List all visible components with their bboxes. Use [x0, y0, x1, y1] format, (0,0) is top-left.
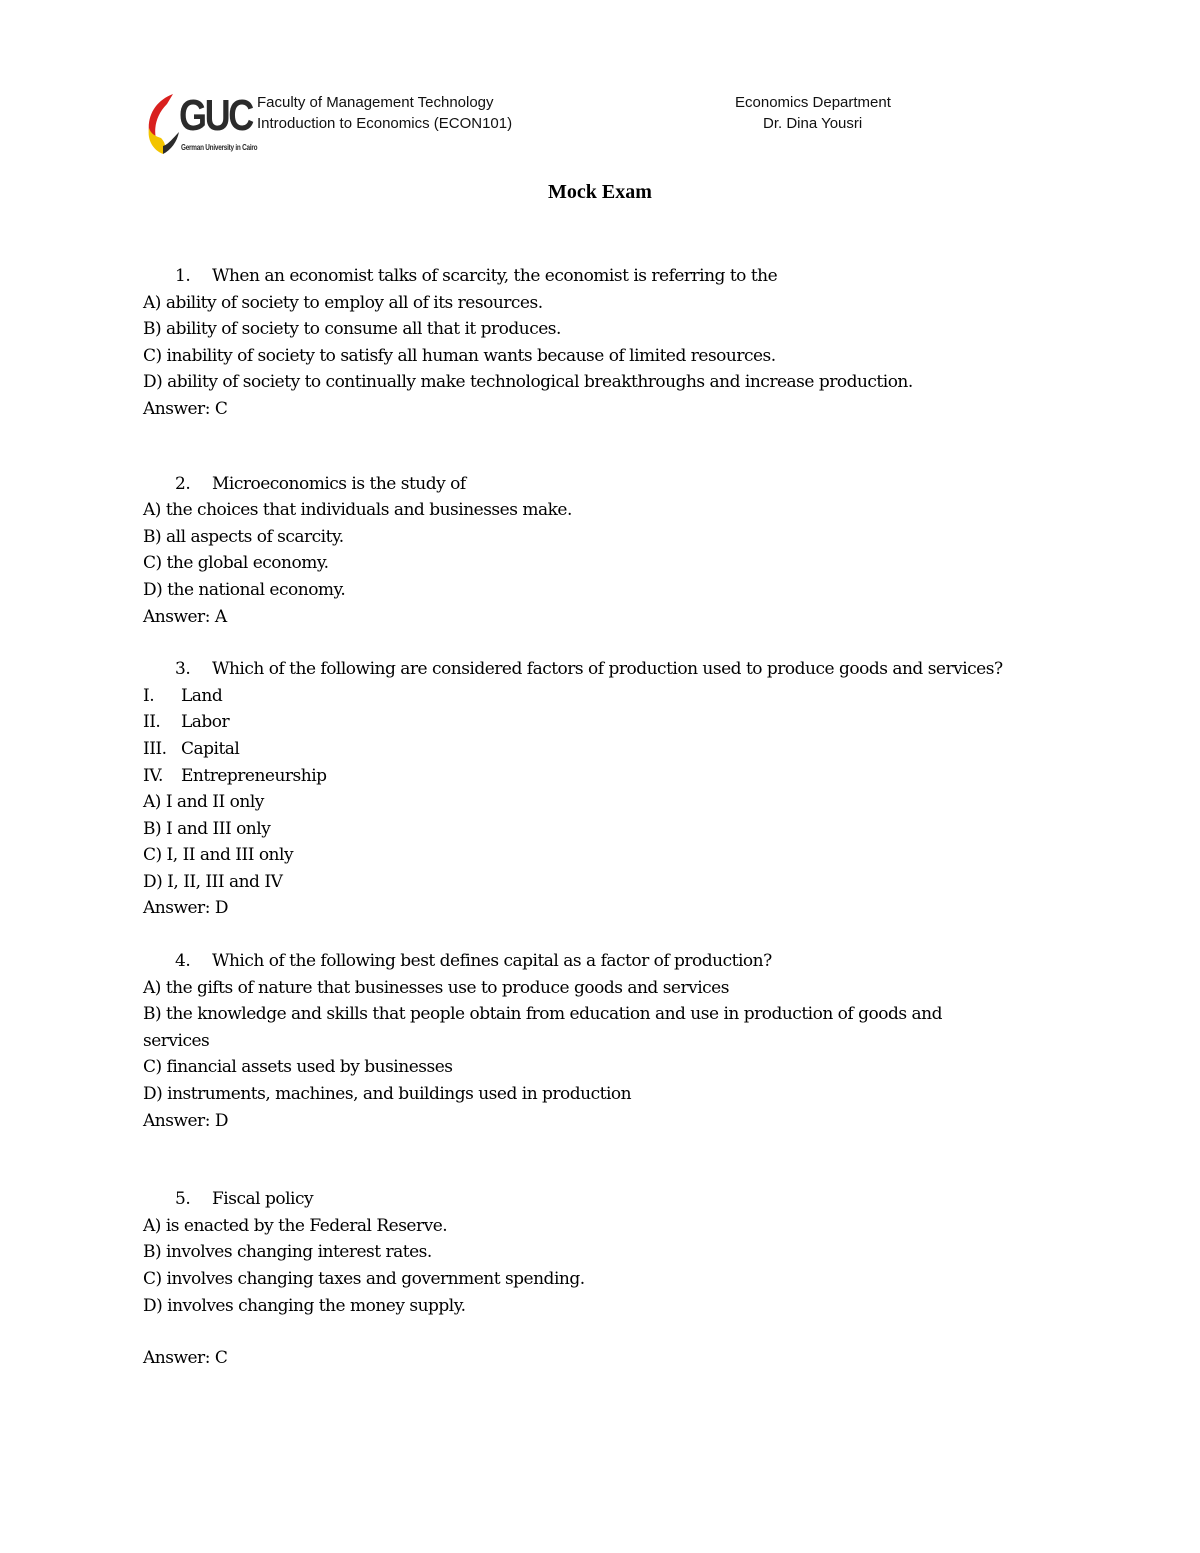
option-c: C) involves changing taxes and government spending.	[143, 1269, 585, 1289]
guc-logo	[143, 88, 258, 168]
question-number: 3.	[175, 659, 191, 680]
option-c: C) inability of society to satisfy all human wants because of limited resources.	[143, 345, 776, 366]
option-d: D) the national economy.	[143, 579, 346, 600]
option-b: B) the knowledge and skills that people obtain from education and use in production of goods and services	[143, 1004, 942, 1051]
question-number: 2.	[175, 473, 191, 494]
option-c: C) the global economy.	[143, 553, 329, 574]
question-number: 1.	[175, 266, 191, 286]
logo-wordmark: GUC	[179, 91, 252, 140]
question-stem	[143, 656, 1073, 683]
option-d: D) instruments, machines, and buildings used in production	[143, 1084, 632, 1105]
option-d: D) involves changing the money supply.	[143, 1295, 466, 1316]
option-a: A) is enacted by the Federal Reserve.	[143, 1215, 448, 1236]
question-1	[143, 263, 1073, 423]
question-5	[143, 1186, 1073, 1372]
option-a: A) ability of society to employ all of its resources.	[143, 292, 543, 313]
question-text: Which of the following best defines capital as a factor of production?	[212, 951, 772, 972]
option-a: A) the gifts of nature that businesses use to produce goods and services	[143, 977, 729, 998]
option-c: C) I, II and III only	[143, 845, 294, 866]
question-stem	[143, 1186, 1073, 1213]
roman-item-1: I. Land	[143, 685, 223, 706]
answer: Answer: D	[143, 1110, 228, 1131]
option-a: A) the choices that individuals and businesses make.	[143, 500, 572, 521]
header-right	[733, 92, 899, 134]
answer: Answer: D	[143, 898, 228, 919]
option-b: B) involves changing interest rates.	[143, 1242, 432, 1263]
guc-logo-emblem-icon	[143, 88, 183, 168]
question-number: 5.	[175, 1189, 191, 1210]
page-title: Mock Exam	[548, 181, 652, 203]
option-d: D) ability of society to continually make technological breakthroughs and increase production.	[143, 372, 913, 393]
answer: Answer: C	[143, 398, 228, 419]
question-text: When an economist talks of scarcity, the economist is referring to the	[212, 266, 778, 286]
header-left	[257, 92, 512, 134]
option-c: C) financial assets used by businesses	[143, 1057, 453, 1078]
roman-item-2: II. Labor	[143, 712, 230, 733]
option-b: B) I and III only	[143, 818, 271, 839]
question-3	[143, 656, 1073, 922]
question-4	[143, 948, 1073, 1134]
question-text: Which of the following are considered factors of production used to produce goods and services?	[212, 659, 1003, 680]
question-stem	[143, 471, 1073, 498]
question-stem	[143, 948, 1073, 975]
question-stem	[143, 263, 1073, 290]
answer: Answer: A	[143, 606, 227, 627]
roman-item-3: III. Capital	[143, 738, 240, 759]
answer: Answer: C	[143, 1348, 228, 1369]
faculty-name: Faculty of Management Technology	[257, 94, 494, 111]
question-number: 4.	[175, 951, 191, 972]
department-name: Economics Department	[735, 94, 891, 111]
instructor-name: Dr. Dina Yousri	[763, 115, 863, 132]
exam-content	[143, 263, 1073, 1372]
roman-item-4: IV. Entrepreneurship	[143, 765, 327, 786]
option-b: B) all aspects of scarcity.	[143, 526, 344, 547]
question-2	[143, 471, 1073, 631]
question-text: Fiscal policy	[212, 1189, 314, 1210]
question-text: Microeconomics is the study of	[212, 473, 466, 494]
page-header	[143, 88, 1063, 168]
course-name: Introduction to Economics (ECON101)	[257, 115, 513, 132]
logo-subtitle: German University in Cairo	[181, 143, 258, 152]
option-b: B) ability of society to consume all that it produces.	[143, 319, 561, 340]
option-a: A) I and II only	[143, 792, 264, 813]
option-d: D) I, II, III and IV	[143, 871, 283, 892]
